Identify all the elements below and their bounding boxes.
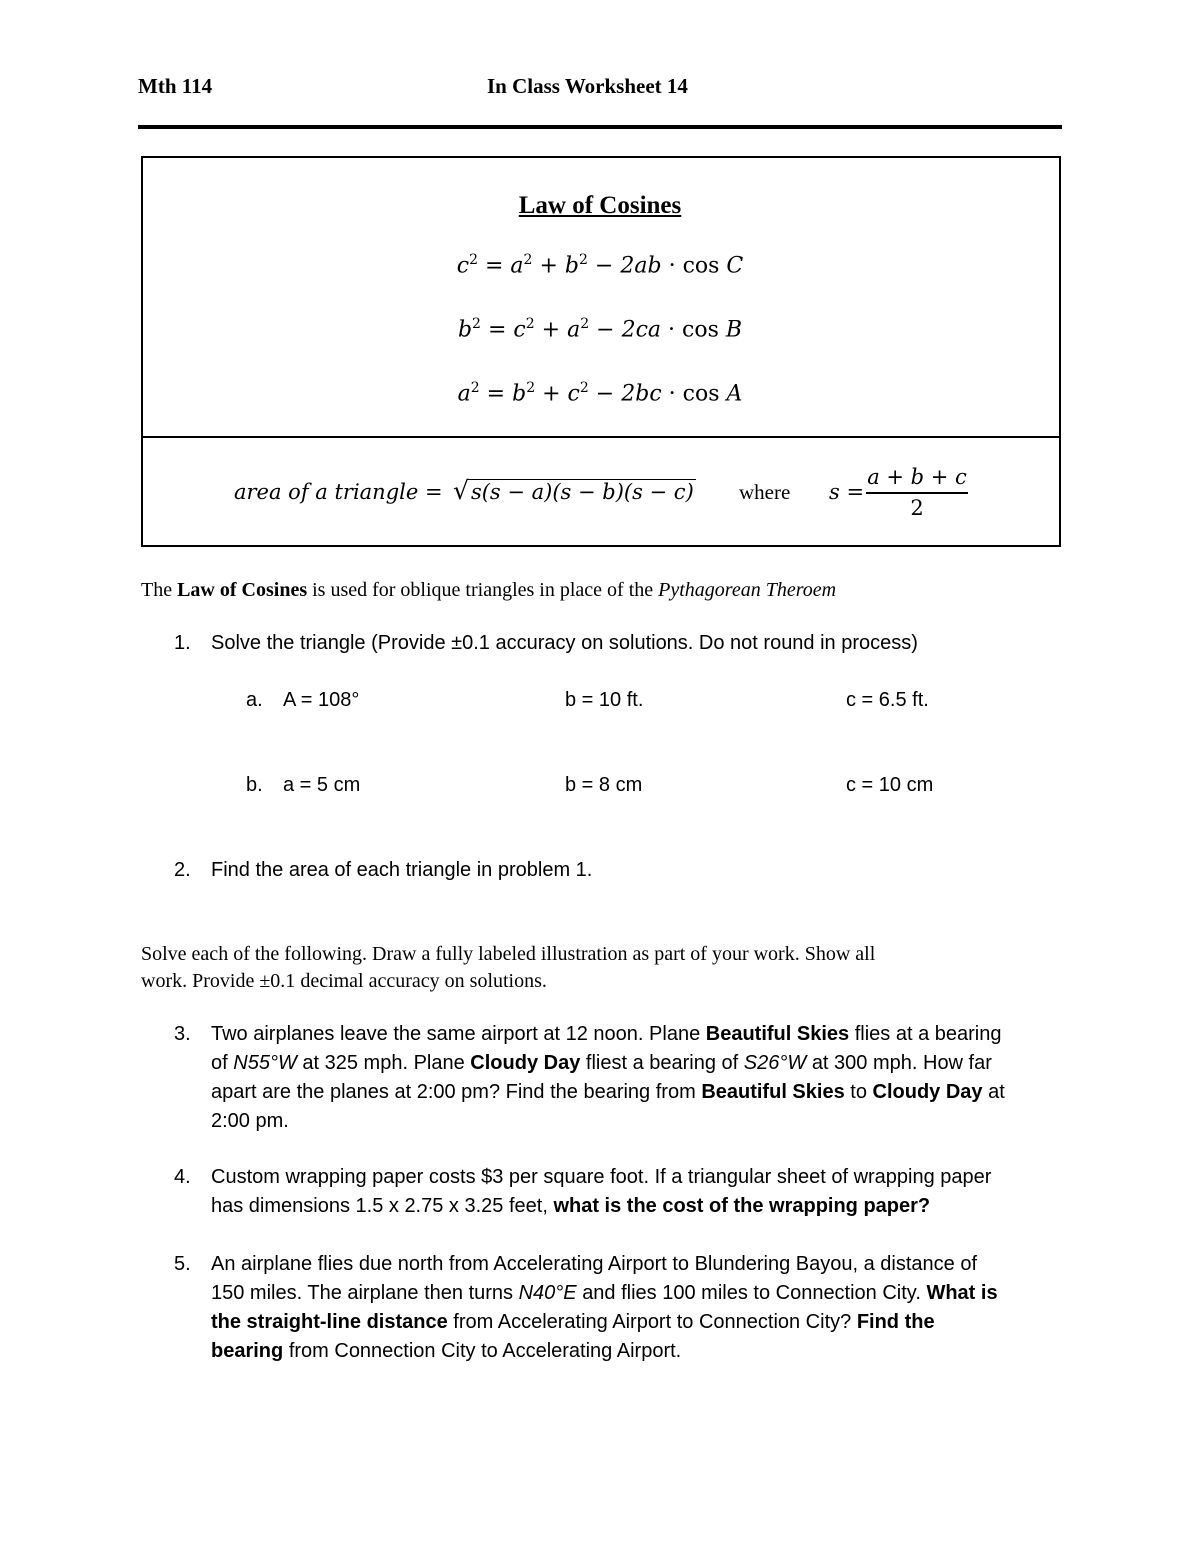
q5-number: 5. <box>174 1253 191 1275</box>
q4-line-2: has dimensions 1.5 x 2.75 x 3.25 feet, what is the cost of the wrapping paper? <box>211 1195 931 1217</box>
q3-line-1: Two airplanes leave the same airport at 12 noon. Plane Beautiful Skies flies at a bearing <box>211 1023 1002 1045</box>
q1b-side-c: c = 10 cm <box>846 774 934 796</box>
q2-number: 2. <box>174 859 191 881</box>
s-label: s = <box>829 480 865 504</box>
area-label: area of a triangle = <box>234 480 443 504</box>
q1a-letter: a. <box>246 689 263 711</box>
formula-b: $b^2 = c^2 + a^2 - 2ca \cdot \cos B$ <box>457 316 743 343</box>
q3-line-2: of N55°W at 325 mph. Plane Cloudy Day fliest a bearing of S26°W at 300 mph. How far <box>211 1052 992 1074</box>
s-denominator: 2 <box>910 496 924 520</box>
where-label: where <box>739 480 791 504</box>
q5-line-4: bearing from Connection City to Accelerating Airport. <box>211 1340 682 1362</box>
q1a-angle-a: A = 108° <box>283 689 360 711</box>
q1b-letter: b. <box>246 774 263 796</box>
area-sqrt <box>453 476 696 505</box>
q1b-side-b: b = 8 cm <box>565 774 643 796</box>
q5-line-1: An airplane flies due north from Accelerating Airport to Blundering Bayou, a distance of <box>211 1253 978 1275</box>
q4-line-1: Custom wrapping paper costs $3 per square foot. If a triangular sheet of wrapping paper <box>211 1166 992 1188</box>
instructions-line-1: Solve each of the following. Draw a fully labeled illustration as part of your work. Show all <box>141 943 876 965</box>
q2-text: Find the area of each triangle in problem 1. <box>211 859 593 881</box>
area-radicand: s(s − a)(s − b)(s − c) <box>470 480 694 504</box>
q5-line-3: the straight-line distance from Accelerating Airport to Connection City? Find the <box>211 1311 935 1333</box>
q3-number: 3. <box>174 1023 191 1045</box>
q3-line-3: apart are the planes at 2:00 pm? Find the bearing from Beautiful Skies to Cloudy Day at <box>211 1081 1005 1103</box>
q3-line-4: 2:00 pm. <box>211 1110 289 1132</box>
s-numerator: a + b + c <box>866 465 968 494</box>
q1b-side-a: a = 5 cm <box>283 774 361 796</box>
s-fraction <box>866 465 968 520</box>
q4-number: 4. <box>174 1166 191 1188</box>
header-rule <box>138 125 1062 129</box>
q1-number: 1. <box>174 632 191 654</box>
q1a-side-b: b = 10 ft. <box>565 689 644 711</box>
q1a-side-c: c = 6.5 ft. <box>846 689 929 711</box>
instructions-line-2: work. Provide ±0.1 decimal accuracy on solutions. <box>141 970 547 992</box>
law-of-cosines-title: Law of Cosines <box>518 192 682 219</box>
formula-c: $c^2 = a^2 + b^2 - 2ab \cdot \cos C$ <box>456 252 744 279</box>
q5-line-2: 150 miles. The airplane then turns N40°E and flies 100 miles to Connection City. What is <box>211 1282 998 1304</box>
formula-a: $a^2 = b^2 + c^2 - 2bc \cdot \cos A$ <box>457 380 743 407</box>
course-label: Mth 114 <box>138 74 213 98</box>
q1-text: Solve the triangle (Provide ±0.1 accuracy on solutions. Do not round in process) <box>211 632 918 654</box>
intro-line: The Law of Cosines is used for oblique triangles in place of the Pythagorean Theroem <box>141 579 837 601</box>
sqrt-symbol-icon: √ <box>453 476 469 505</box>
worksheet-title: In Class Worksheet 14 <box>487 74 688 98</box>
